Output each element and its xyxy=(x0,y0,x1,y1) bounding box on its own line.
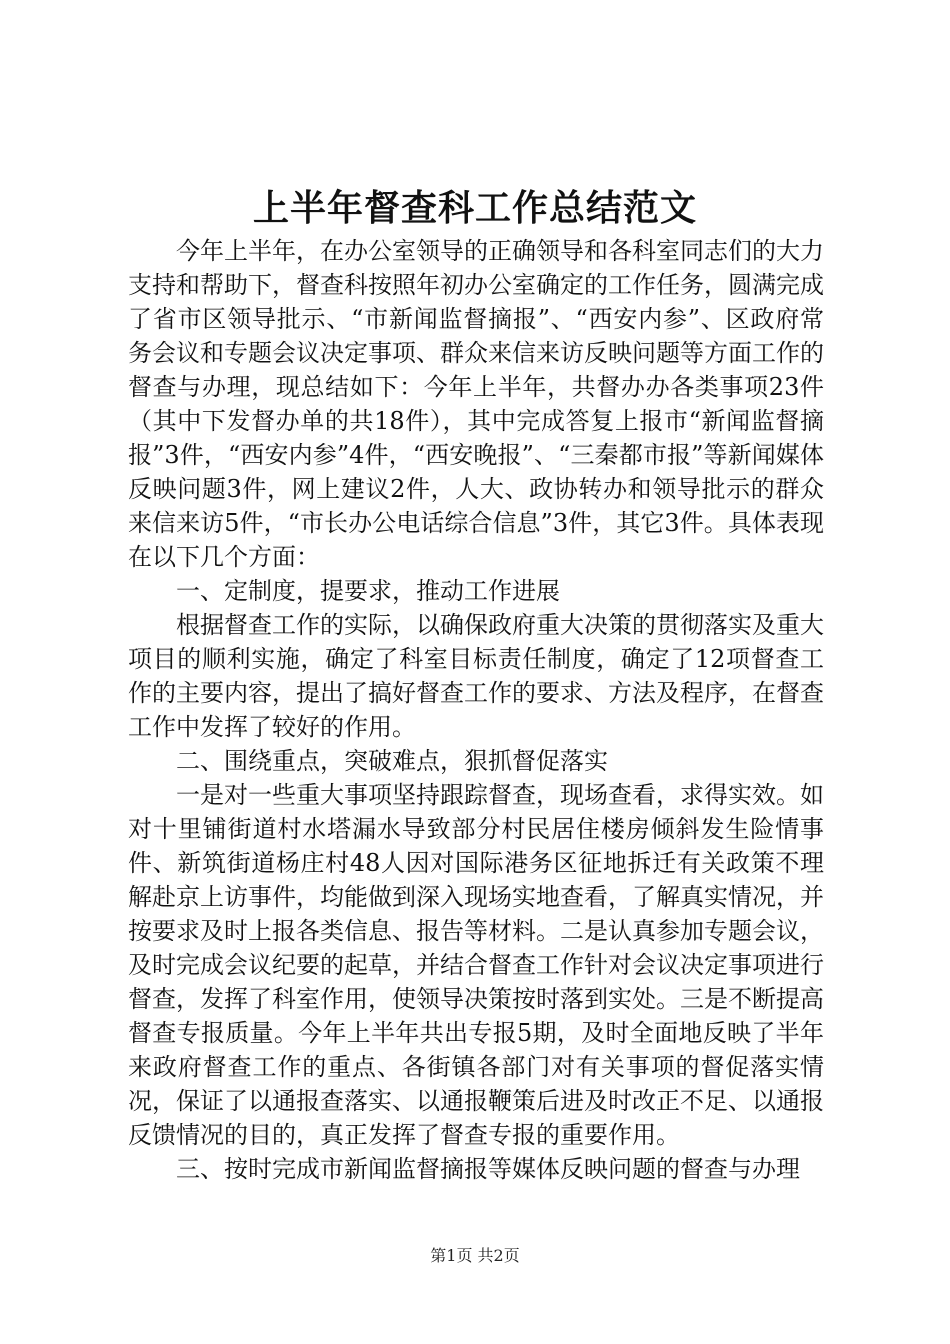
section-heading-1: 一、定制度，提要求，推动工作进展 xyxy=(176,577,560,605)
document-title: 上半年督查科工作总结范文 xyxy=(252,187,697,229)
document-body xyxy=(128,234,824,1186)
section-paragraph-2: 一是对一些重大事项坚持跟踪督查，现场查看，求得实效。如对十里铺街道村水塔漏水导致部分村民居住楼房倾斜发生险情事件、新筑街道杨庄村48人因对国际港务区征地拆迁有关政策不理解赴京上访事件，均能做到深入现场实地查看，了解真实情况，并按要求及时上报各类信息、报告等材料。二是认真参加专题会议，及时完成会议纪要的起草，并结合督查工作针对会议决定事项进行督查，发挥了科室作用，使领导决策按时落到实处。三是不断提高督查专报质量。今年上半年共出专报5期，及时全面地反映了半年来政府督查工作的重点、各街镇各部门对有关事项的督促落实情况，保证了以通报查落实、以通报鞭策后进及时改正不足、以通报反馈情况的目的，真正发挥了督查专报的重要作用。 xyxy=(128,781,824,1149)
page-footer: 第1页 共2页 xyxy=(430,1246,520,1265)
section-heading-2: 二、围绕重点，突破难点，狠抓督促落实 xyxy=(176,747,608,775)
section-paragraph-1: 根据督查工作的实际，以确保政府重大决策的贯彻落实及重大项目的顺利实施，确定了科室目标责任制度，确定了12项督查工作的主要内容，提出了搞好督查工作的要求、方法及程序，在督查工作中发挥了较好的作用。 xyxy=(128,611,824,741)
intro-paragraph: 今年上半年，在办公室领导的正确领导和各科室同志们的大力支持和帮助下，督查科按照年初办公室确定的工作任务，圆满完成了省市区领导批示、“市新闻监督摘报”、“西安内参”、区政府常务会议和专题会议决定事项、群众来信来访反映问题等方面工作的督查与办理，现总结如下：今年上半年，共督办办各类事项23件（其中下发督办单的共18件），其中完成答复上报市“新闻监督摘报”3件，“西安内参”4件，“西安晚报”、“三秦都市报”等新闻媒体反映问题3件，网上建议2件，人大、政协转办和领导批示的群众来信来访5件，“市长办公电话综合信息”3件，其它3件。具体表现在以下几个方面： xyxy=(128,237,824,571)
section-heading-3: 三、按时完成市新闻监督摘报等媒体反映问题的督查与办理 xyxy=(176,1155,800,1183)
